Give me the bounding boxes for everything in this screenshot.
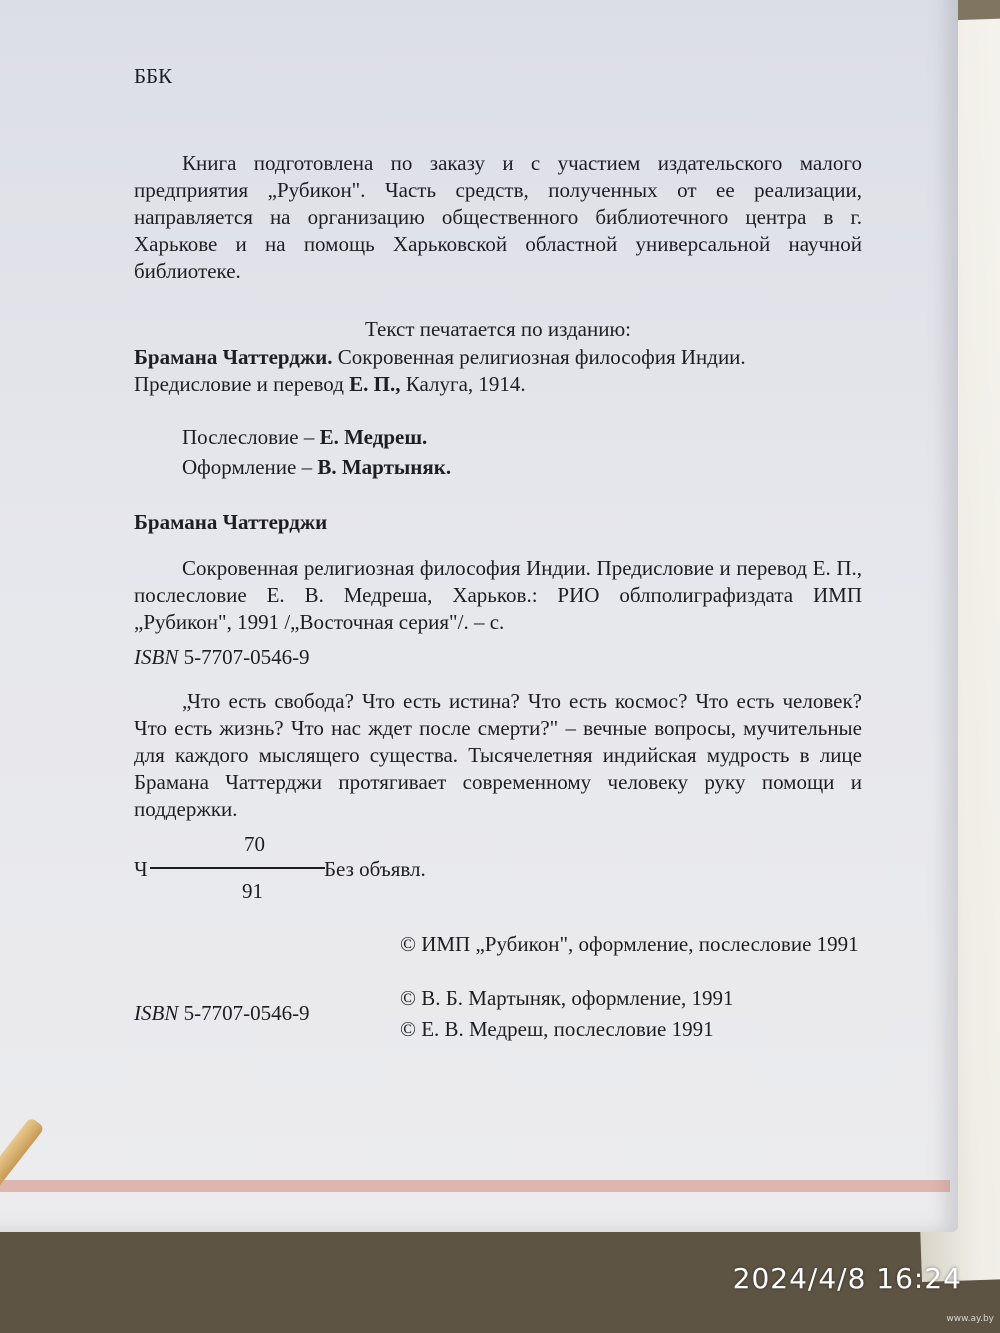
page-edge (0, 1180, 950, 1192)
edition-note: Текст печатается по изданию: (364, 317, 632, 341)
credit-label: Послесловие – (182, 425, 320, 449)
source-translator: Е. П., (349, 372, 401, 396)
copyright-medresh: © Е. В. Медреш, послесловие 1991 (400, 1017, 714, 1041)
author-heading: Брамана Чаттерджи (134, 510, 328, 534)
source-title: Сокровенная религиозная философия Индии. Предисловие и перевод (134, 345, 746, 396)
isbn-label: ISBN (134, 1001, 179, 1025)
credit-name: В. Мартыняк. (317, 455, 452, 479)
credit-name: Е. Медреш. (319, 425, 428, 449)
intro-paragraph: Книга подготовлена по заказу и с участием издательского малого предприятия „Рубикон". Часть средств, полученных от ее реализации, направляется на организацию общественного библиотечного центра в г. Харькове и на помощь Харьковской областной универсальной научной библиотеке. (134, 151, 862, 283)
catalog-letter: Ч (134, 857, 148, 881)
source-citation (134, 344, 862, 398)
credit-label: Оформление – (182, 455, 318, 479)
credit-design (182, 454, 451, 481)
credit-afterword (182, 424, 427, 451)
photo-timestamp: 2024/4/8 16:24 (732, 1262, 962, 1295)
site-watermark: www.ay.by (946, 1314, 994, 1324)
copyright-martynyak: © В. Б. Мартыняк, оформление, 1991 (400, 986, 734, 1010)
bibliographic-description: Сокровенная религиозная философия Индии. Предисловие и перевод Е. П., послесловие Е. В. Медреша, Харьков.: РИО облполиграфиздата ИМП „Рубикон", 1991 /„Восточная серия"/. – с. (134, 556, 862, 634)
source-place-year: Калуга, 1914. (400, 372, 526, 396)
catalog-numerator: 70 (244, 832, 265, 856)
catalog-price-note: Без объявл. (324, 857, 426, 881)
catalog-denominator: 91 (242, 879, 263, 903)
annotation-paragraph: „Что есть свобода? Что есть истина? Что есть космос? Что есть человек? Что есть жизнь? Что нас ждет после смерти?" – вечные вопросы, мучительные для каждого мыслящего существа. Тысячелетняя индийская мудрость в лице Брамана Чаттерджи протягивает современному человеку руку помощи и поддержки. (134, 689, 862, 821)
catalog-fraction-line (150, 867, 325, 869)
isbn-label: ISBN (134, 645, 179, 669)
source-author: Брамана Чаттерджи. (134, 345, 333, 369)
isbn-line (134, 644, 310, 671)
isbn-value: 5-7707-0546-9 (178, 645, 310, 669)
copyright-rubikon: © ИМП „Рубикон", оформление, послесловие 1991 (400, 932, 859, 956)
bbk-label: ББК (134, 64, 173, 88)
isbn-line-bottom (134, 1000, 310, 1027)
isbn-value: 5-7707-0546-9 (178, 1001, 310, 1025)
